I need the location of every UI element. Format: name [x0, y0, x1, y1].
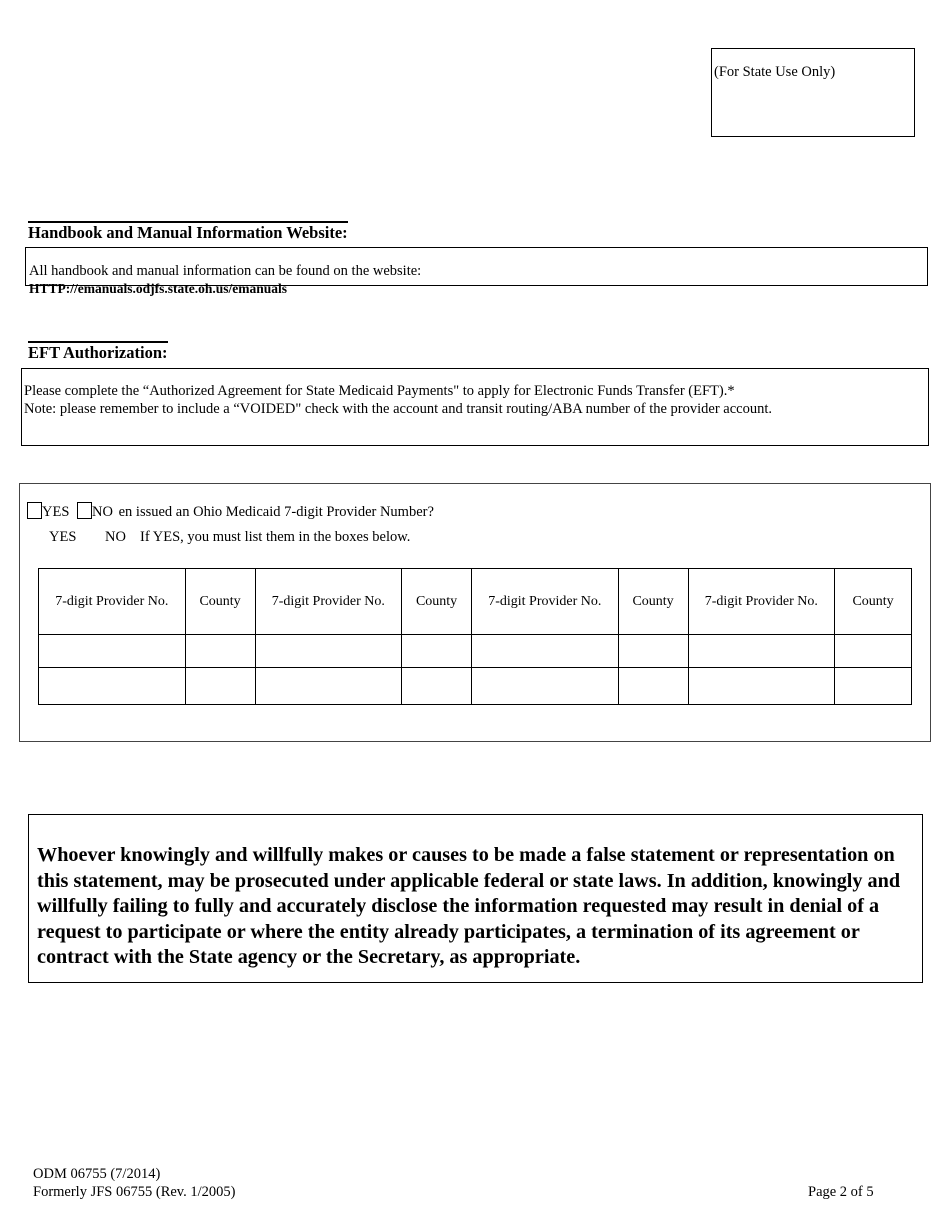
- form-number: ODM 06755 (7/2014): [33, 1166, 161, 1182]
- col-county-4: County: [835, 569, 912, 635]
- col-county-2: County: [402, 569, 472, 635]
- provider-question: en issued an Ohio Medicaid 7-digit Provider Number?: [118, 504, 434, 520]
- eft-heading: EFT Authorization:: [28, 343, 168, 362]
- provider-no-cell[interactable]: [39, 635, 186, 668]
- col-provider-no-3: 7-digit Provider No.: [472, 569, 619, 635]
- provider-table: [38, 568, 912, 705]
- provider-no-cell[interactable]: [688, 635, 835, 668]
- handbook-url[interactable]: HTTP://emanuals.odjfs.state.oh.us/emanuals: [29, 281, 288, 296]
- handbook-heading: Handbook and Manual Information Website:: [28, 223, 348, 242]
- state-use-label: (For State Use Only): [714, 64, 836, 80]
- warning-text: Whoever knowingly and willfully makes or causes to be made a false statement or representation on this statement, may be prosecuted under applicable federal or state laws. In addition, knowingly and willfully failing to fully and accurately disclose the information requested may result in denial of a request to participate or where the entity already participates, a termination of its agreement or contract with the State agency or the Secretary, as appropriate.: [37, 844, 901, 968]
- yes-checkbox-label: YES: [42, 504, 70, 520]
- provider-question-row: [27, 502, 434, 521]
- county-cell[interactable]: [402, 635, 472, 668]
- col-provider-no-1: 7-digit Provider No.: [39, 569, 186, 635]
- provider-no-cell[interactable]: [472, 635, 619, 668]
- formerly-form-number: Formerly JFS 06755 (Rev. 1/2005): [33, 1184, 236, 1200]
- county-cell[interactable]: [835, 668, 912, 705]
- col-provider-no-2: 7-digit Provider No.: [255, 569, 402, 635]
- col-county-1: County: [185, 569, 255, 635]
- provider-no-cell[interactable]: [688, 668, 835, 705]
- county-cell[interactable]: [835, 635, 912, 668]
- page-number: Page 2 of 5: [808, 1184, 874, 1200]
- col-county-3: County: [618, 569, 688, 635]
- county-cell[interactable]: [618, 668, 688, 705]
- yes-checkbox[interactable]: [27, 502, 42, 519]
- eft-line-2: Note: please remember to include a “VOIDED" check with the account and transit routing/ABA number of the provider account.: [24, 401, 772, 417]
- state-use-box: [711, 48, 915, 137]
- no-text: NO: [105, 529, 126, 545]
- table-row: [39, 635, 912, 668]
- yes-text: YES: [49, 529, 77, 545]
- provider-instruction: If YES, you must list them in the boxes below.: [140, 529, 411, 545]
- no-checkbox-label: NO: [92, 504, 113, 520]
- county-cell[interactable]: [618, 635, 688, 668]
- handbook-text: All handbook and manual information can be found on the website:: [29, 263, 422, 279]
- table-row: [39, 668, 912, 705]
- provider-no-cell[interactable]: [39, 668, 186, 705]
- col-provider-no-4: 7-digit Provider No.: [688, 569, 835, 635]
- no-checkbox[interactable]: [77, 502, 92, 519]
- provider-no-cell[interactable]: [472, 668, 619, 705]
- county-cell[interactable]: [402, 668, 472, 705]
- county-cell[interactable]: [185, 668, 255, 705]
- provider-no-cell[interactable]: [255, 668, 402, 705]
- provider-table-header: [39, 569, 912, 635]
- eft-line-1: Please complete the “Authorized Agreement for State Medicaid Payments" to apply for Electronic Funds Transfer (EFT).*: [24, 383, 735, 399]
- county-cell[interactable]: [185, 635, 255, 668]
- provider-no-cell[interactable]: [255, 635, 402, 668]
